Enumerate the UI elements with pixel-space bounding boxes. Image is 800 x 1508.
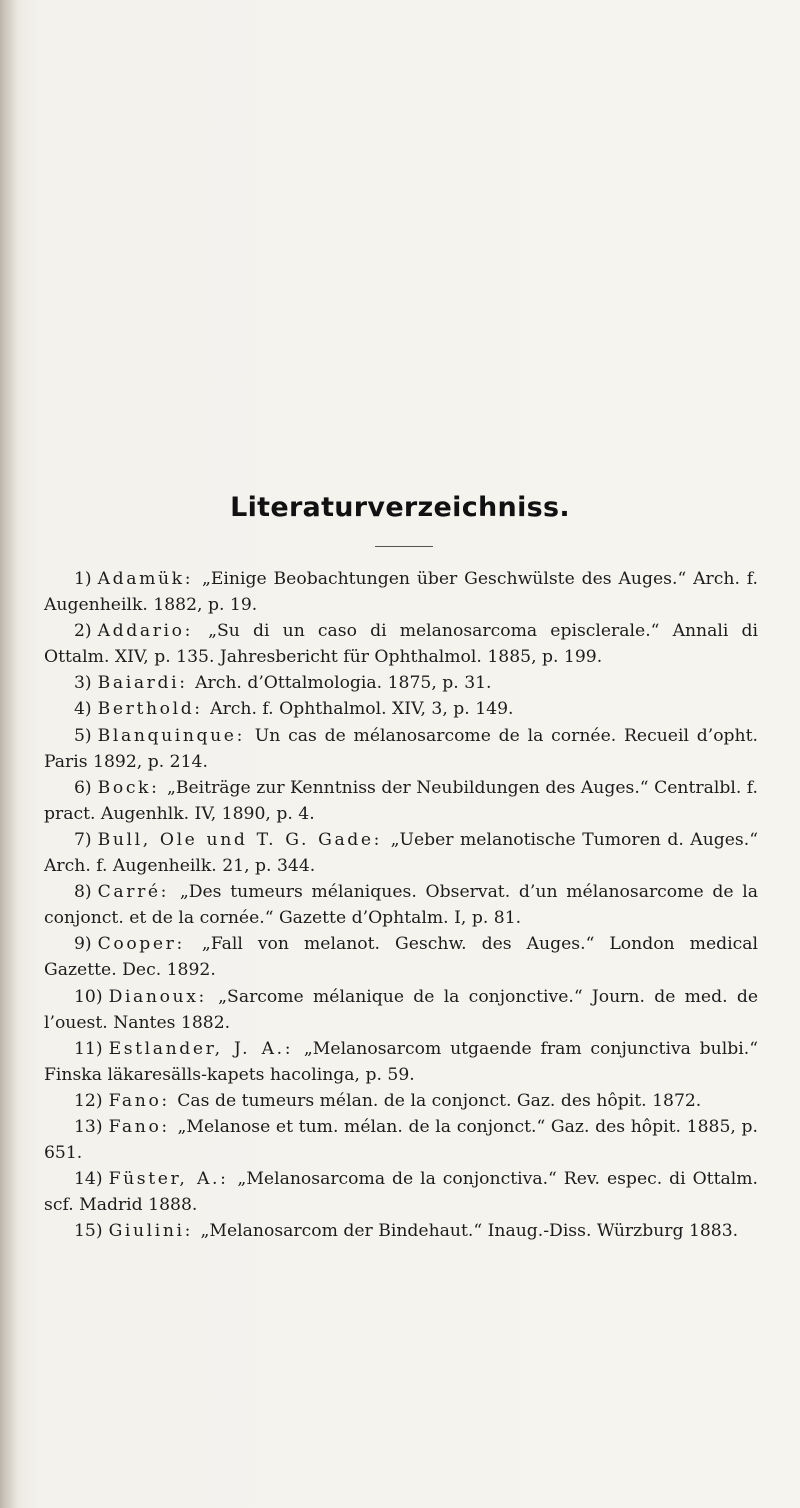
reference-item bbox=[44, 984, 758, 1036]
reference-author: Dianoux: bbox=[108, 986, 207, 1007]
reference-text: „Melanosarcom der Bindehaut.“ Inaug.-Diss. Würzburg 1883. bbox=[200, 1221, 739, 1242]
reference-number: 5) bbox=[74, 725, 92, 746]
reference-text: „Su di un caso di melanosarcoma episclerale.“ Annali di Ottalm. XIV, p. 135. Jahresbericht für Ophthalmol. 1885, p. 199. bbox=[44, 621, 758, 668]
reference-number: 10) bbox=[74, 986, 103, 1007]
reference-text: „Des tumeurs mélaniques. Observat. d’un mélanosarcome de la conjonct. et de la cornée.“ Gazette d’Ophtalm. I, p. 81. bbox=[44, 882, 759, 929]
reference-author: Carré: bbox=[97, 882, 170, 903]
reference-author: Addario: bbox=[97, 621, 193, 642]
reference-text: „Fall von melanot. Geschw. des Auges.“ London medical Gazette. Dec. 1892. bbox=[44, 934, 758, 981]
reference-text: „Melanosarcom utgaende fram conjunctiva bulbi.“ Finska läkaresälls-kapets hacolinga, p. 59. bbox=[44, 1038, 759, 1085]
reference-author: Cooper: bbox=[97, 934, 185, 955]
reference-author: Berthold: bbox=[97, 699, 203, 720]
reference-author: Estlander, J. A.: bbox=[108, 1038, 294, 1059]
reference-number: 11) bbox=[74, 1038, 103, 1059]
reference-text: „Melanose et tum. mélan. de la conjonct.“ Gaz. des hôpit. 1885, p. 651. bbox=[44, 1116, 758, 1164]
reference-author: Giulini: bbox=[108, 1221, 194, 1242]
reference-number: 13) bbox=[74, 1116, 103, 1137]
reference-item bbox=[44, 1036, 758, 1088]
reference-number: 14) bbox=[74, 1169, 103, 1190]
reference-item bbox=[44, 618, 758, 670]
reference-author: Fano: bbox=[108, 1090, 170, 1111]
reference-number: 7) bbox=[74, 829, 92, 850]
reference-text: „Ueber melanotische Tumoren d. Auges.“ Arch. f. Augenheilk. 21, p. 344. bbox=[44, 829, 759, 877]
reference-number: 3) bbox=[74, 673, 92, 694]
reference-item bbox=[44, 1166, 758, 1218]
reference-item bbox=[44, 931, 758, 983]
reference-author: Fano: bbox=[108, 1116, 170, 1137]
reference-item bbox=[44, 723, 758, 775]
reference-item bbox=[44, 566, 758, 618]
reference-author: Bull, Ole und T. G. Gade: bbox=[97, 829, 383, 850]
reference-number: 12) bbox=[74, 1090, 103, 1111]
reference-text: „Einige Beobachtungen über Geschwülste des Auges.“ Arch. f. Augenheilk. 1882, p. 19. bbox=[44, 569, 758, 616]
reference-item bbox=[44, 879, 758, 931]
page-edge-shadow bbox=[0, 0, 18, 1508]
reference-author: Adamük: bbox=[97, 569, 194, 589]
reference-number: 4) bbox=[74, 699, 92, 720]
reference-number: 2) bbox=[74, 621, 92, 642]
title-divider bbox=[375, 546, 433, 547]
reference-number: 6) bbox=[74, 777, 92, 798]
reference-list bbox=[44, 566, 758, 1244]
reference-text: „Sarcome mélanique de la conjonctive.“ Journ. de med. de l’ouest. Nantes 1882. bbox=[44, 986, 758, 1033]
page-title: Literaturverzeichniss. bbox=[230, 492, 570, 523]
reference-item bbox=[44, 696, 758, 722]
reference-text: „Melanosarcoma de la conjonctiva.“ Rev. espec. di Ottalm. scf. Madrid 1888. bbox=[44, 1169, 758, 1216]
reference-author: Blanquinque: bbox=[97, 725, 245, 746]
reference-item bbox=[44, 827, 758, 879]
reference-author: Baiardi: bbox=[97, 673, 188, 694]
reference-number: 9) bbox=[74, 934, 92, 955]
reference-item bbox=[44, 775, 758, 827]
reference-item bbox=[44, 670, 758, 696]
reference-text: Cas de tumeurs mélan. de la conjonct. Gaz. des hôpit. 1872. bbox=[177, 1090, 702, 1111]
reference-item bbox=[44, 1088, 758, 1114]
reference-number: 1) bbox=[74, 569, 92, 589]
reference-text: Arch. d’Ottalmologia. 1875, p. 31. bbox=[195, 673, 492, 694]
reference-item bbox=[44, 1114, 758, 1166]
reference-text: Arch. f. Ophthalmol. XIV, 3, p. 149. bbox=[210, 699, 514, 720]
reference-author: Füster, A.: bbox=[108, 1169, 229, 1190]
reference-number: 15) bbox=[74, 1221, 103, 1242]
reference-item bbox=[44, 1218, 758, 1244]
reference-text: „Beiträge zur Kenntniss der Neubildungen des Auges.“ Centralbl. f. pract. Augenhlk. IV, 1890, p. 4. bbox=[44, 777, 758, 824]
reference-author: Bock: bbox=[97, 777, 160, 798]
reference-text: Un cas de mélanosarcome de la cornée. Recueil d’opht. Paris 1892, p. 214. bbox=[44, 725, 758, 772]
reference-number: 8) bbox=[74, 882, 92, 903]
